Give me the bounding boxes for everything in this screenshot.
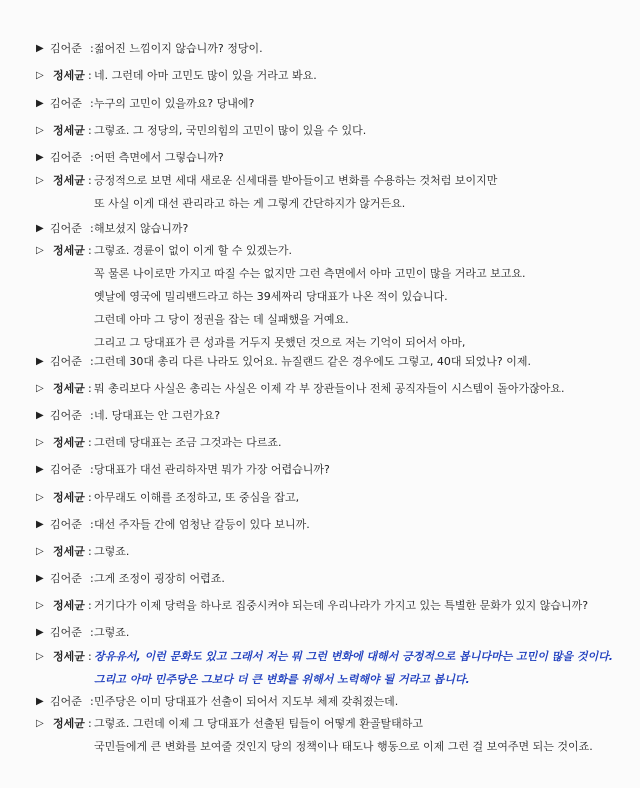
- speaker-separator: :: [90, 572, 94, 585]
- speaker-separator: :: [90, 222, 94, 235]
- speaker-name: 정세균: [53, 436, 85, 449]
- speaker-separator: :: [90, 355, 94, 368]
- speaker-separator: :: [88, 69, 92, 82]
- utterance-line: 그리고 그 당대표가 큰 성과를 거두지 못했던 것으로 저는 기억이 되어서 아마,: [94, 336, 466, 349]
- filled-triangle-icon: ▶: [36, 43, 44, 54]
- speaker-name: 김어준: [50, 355, 82, 368]
- utterance-line: 그렇죠. 그 정당의, 국민의힘의 고민이 많이 있을 수 있다.: [94, 124, 367, 137]
- utterance-line: 민주당은 이미 당대표가 선출이 되어서 지도부 체제 갖춰졌는데.: [94, 695, 399, 708]
- hollow-triangle-icon: ▷: [36, 383, 44, 394]
- utterance: [94, 712, 639, 758]
- hollow-triangle-icon: ▷: [36, 546, 44, 557]
- utterance-line: 거기다가 이제 당력을 하나로 집중시켜야 되는데 우리나라가 가지고 있는 특별한 문화가 있지 않습니까?: [94, 599, 589, 612]
- utterance-line: 국민들에게 큰 변화를 보여줄 것인지 당의 정책이나 태도나 행동으로 이제 그런 걸 보여주면 되는 것이죠.: [94, 740, 593, 753]
- speaker-separator: :: [90, 518, 94, 531]
- speaker-name: 정세균: [53, 69, 85, 82]
- speaker-separator: :: [90, 695, 94, 708]
- speaker-separator: :: [90, 42, 94, 55]
- speaker-name: 김어준: [50, 222, 82, 235]
- speaker-separator: :: [90, 409, 94, 422]
- hollow-triangle-icon: ▷: [36, 125, 44, 136]
- utterance: [94, 513, 639, 536]
- utterance-line: 누구의 고민이 있을까요? 당내에?: [94, 97, 255, 110]
- speaker-separator: :: [88, 436, 92, 449]
- speaker-separator: :: [88, 124, 92, 137]
- hollow-triangle-icon: ▷: [36, 70, 44, 81]
- utterance: [94, 377, 639, 400]
- speaker-name: 정세균: [53, 650, 85, 663]
- hollow-triangle-icon: ▷: [36, 492, 44, 503]
- speaker-separator: :: [88, 174, 92, 187]
- utterance-line: 그리고 아마 민주당은 그보다 더 큰 변화를 위해서 노력해야 될 거라고 봅니다.: [94, 673, 470, 686]
- filled-triangle-icon: ▶: [36, 410, 44, 421]
- hollow-triangle-icon: ▷: [36, 175, 44, 186]
- speaker-name: 정세균: [53, 599, 85, 612]
- speaker-separator: :: [88, 650, 92, 663]
- utterance-line: 네. 당대표는 안 그런가요?: [94, 409, 221, 422]
- speaker-name: 정세균: [53, 382, 85, 395]
- speaker-separator: :: [90, 97, 94, 110]
- utterance-line: 그런데 30대 총리 다른 나라도 있어요. 뉴질랜드 같은 경우에도 그렇고, 40대 되었나? 이제.: [94, 355, 531, 368]
- utterance-line: 해보셨지 않습니까?: [94, 222, 189, 235]
- utterance: [94, 217, 639, 240]
- speaker-name: 김어준: [50, 409, 82, 422]
- utterance-line: 어떤 측면에서 그렇습니까?: [94, 151, 224, 164]
- utterance: [94, 486, 639, 509]
- utterance: [94, 92, 639, 115]
- speaker-name: 김어준: [50, 518, 82, 531]
- utterance-line: 아무래도 이해를 조정하고, 또 중심을 잡고,: [94, 491, 300, 504]
- speaker-separator: :: [88, 244, 92, 257]
- hollow-triangle-icon: ▷: [36, 600, 44, 611]
- filled-triangle-icon: ▶: [36, 356, 44, 367]
- utterance-line: 또 사실 이게 대선 관리라고 하는 게 그렇게 간단하지가 않거든요.: [94, 197, 406, 210]
- speaker-separator: :: [88, 545, 92, 558]
- hollow-triangle-icon: ▷: [36, 651, 44, 662]
- speaker-name: 정세균: [53, 491, 85, 504]
- filled-triangle-icon: ▶: [36, 223, 44, 234]
- hollow-triangle-icon: ▷: [36, 245, 44, 256]
- utterance-line: 대선 주자들 간에 엄청난 갈등이 있다 보니까.: [94, 518, 310, 531]
- utterance: [94, 37, 639, 60]
- speaker-name: 김어준: [50, 97, 82, 110]
- utterance-line: 꼭 물론 나이로만 가지고 따질 수는 없지만 그런 측면에서 아마 고민이 많을 거라고 보고요.: [94, 267, 526, 280]
- speaker-separator: :: [90, 463, 94, 476]
- utterance-line: 그게 조정이 굉장히 어렵죠.: [94, 572, 225, 585]
- utterance: [94, 350, 639, 373]
- speaker-separator: :: [88, 382, 92, 395]
- utterance-line: 그렇죠. 그런데 이제 그 당대표가 선출된 팀들이 어떻게 환골탈태하고: [94, 717, 423, 730]
- speaker-separator: :: [90, 151, 94, 164]
- speaker-separator: :: [88, 491, 92, 504]
- utterance-line: 그렇죠.: [94, 545, 130, 558]
- utterance-line: 옛날에 영국에 밀리밴드라고 하는 39세짜리 당대표가 나온 적이 있습니다.: [94, 290, 448, 303]
- speaker-name: 정세균: [53, 717, 85, 730]
- utterance: [94, 119, 639, 142]
- speaker-name: 정세균: [53, 545, 85, 558]
- utterance-line: 뭐 총리보다 사실은 총리는 사실은 이제 각 부 장관들이나 전체 공직자들이 시스템이 돌아가잖아요.: [94, 382, 565, 395]
- speaker-separator: :: [88, 717, 92, 730]
- speaker-name: 정세균: [53, 244, 85, 257]
- utterance-line: 장유유서, 이런 문화도 있고 그래서 저는 뭐 그런 변화에 대해서 긍정적으로 봅니다마는 고민이 많을 것이다.: [94, 650, 613, 663]
- filled-triangle-icon: ▶: [36, 464, 44, 475]
- speaker-separator: :: [88, 599, 92, 612]
- speaker-name: 정세균: [53, 174, 85, 187]
- filled-triangle-icon: ▶: [36, 573, 44, 584]
- filled-triangle-icon: ▶: [36, 152, 44, 163]
- utterance-line: 그런데 아마 그 당이 정권을 잡는 데 실패했을 거예요.: [94, 313, 349, 326]
- utterance-line: 그런데 당대표는 조금 그것과는 다르죠.: [94, 436, 282, 449]
- speaker-name: 김어준: [50, 572, 82, 585]
- utterance-line: 그렇죠. 경륜이 없이 이게 할 수 있겠는가.: [94, 244, 292, 257]
- utterance: [94, 594, 639, 617]
- utterance-line: 젊어진 느낌이지 않습니까? 정당이.: [94, 42, 263, 55]
- speaker-name: 김어준: [50, 42, 82, 55]
- speaker-name: 김어준: [50, 626, 82, 639]
- utterance: [94, 621, 639, 644]
- utterance: [94, 645, 639, 691]
- utterance-line: 그렇죠.: [94, 626, 130, 639]
- speaker-name: 김어준: [50, 151, 82, 164]
- hollow-triangle-icon: ▷: [36, 718, 44, 729]
- speaker-name: 정세균: [53, 124, 85, 137]
- utterance: [94, 690, 639, 713]
- filled-triangle-icon: ▶: [36, 519, 44, 530]
- filled-triangle-icon: ▶: [36, 98, 44, 109]
- utterance-line: 네. 그런데 아마 고민도 많이 있을 거라고 봐요.: [94, 69, 317, 82]
- utterance: [94, 458, 639, 481]
- utterance: [94, 431, 639, 454]
- utterance-line: 긍정적으로 보면 세대 새로운 신세대를 받아들이고 변화를 수용하는 것처럼 보이지만: [94, 174, 498, 187]
- utterance: [94, 169, 639, 215]
- utterance: [94, 239, 639, 354]
- speaker-separator: :: [90, 626, 94, 639]
- speaker-name: 김어준: [50, 695, 82, 708]
- speaker-name: 김어준: [50, 463, 82, 476]
- utterance: [94, 146, 639, 169]
- hollow-triangle-icon: ▷: [36, 437, 44, 448]
- utterance: [94, 540, 639, 563]
- utterance: [94, 567, 639, 590]
- filled-triangle-icon: ▶: [36, 627, 44, 638]
- filled-triangle-icon: ▶: [36, 696, 44, 707]
- utterance-line: 당대표가 대선 관리하자면 뭐가 가장 어렵습니까?: [94, 463, 330, 476]
- utterance: [94, 64, 639, 87]
- utterance: [94, 404, 639, 427]
